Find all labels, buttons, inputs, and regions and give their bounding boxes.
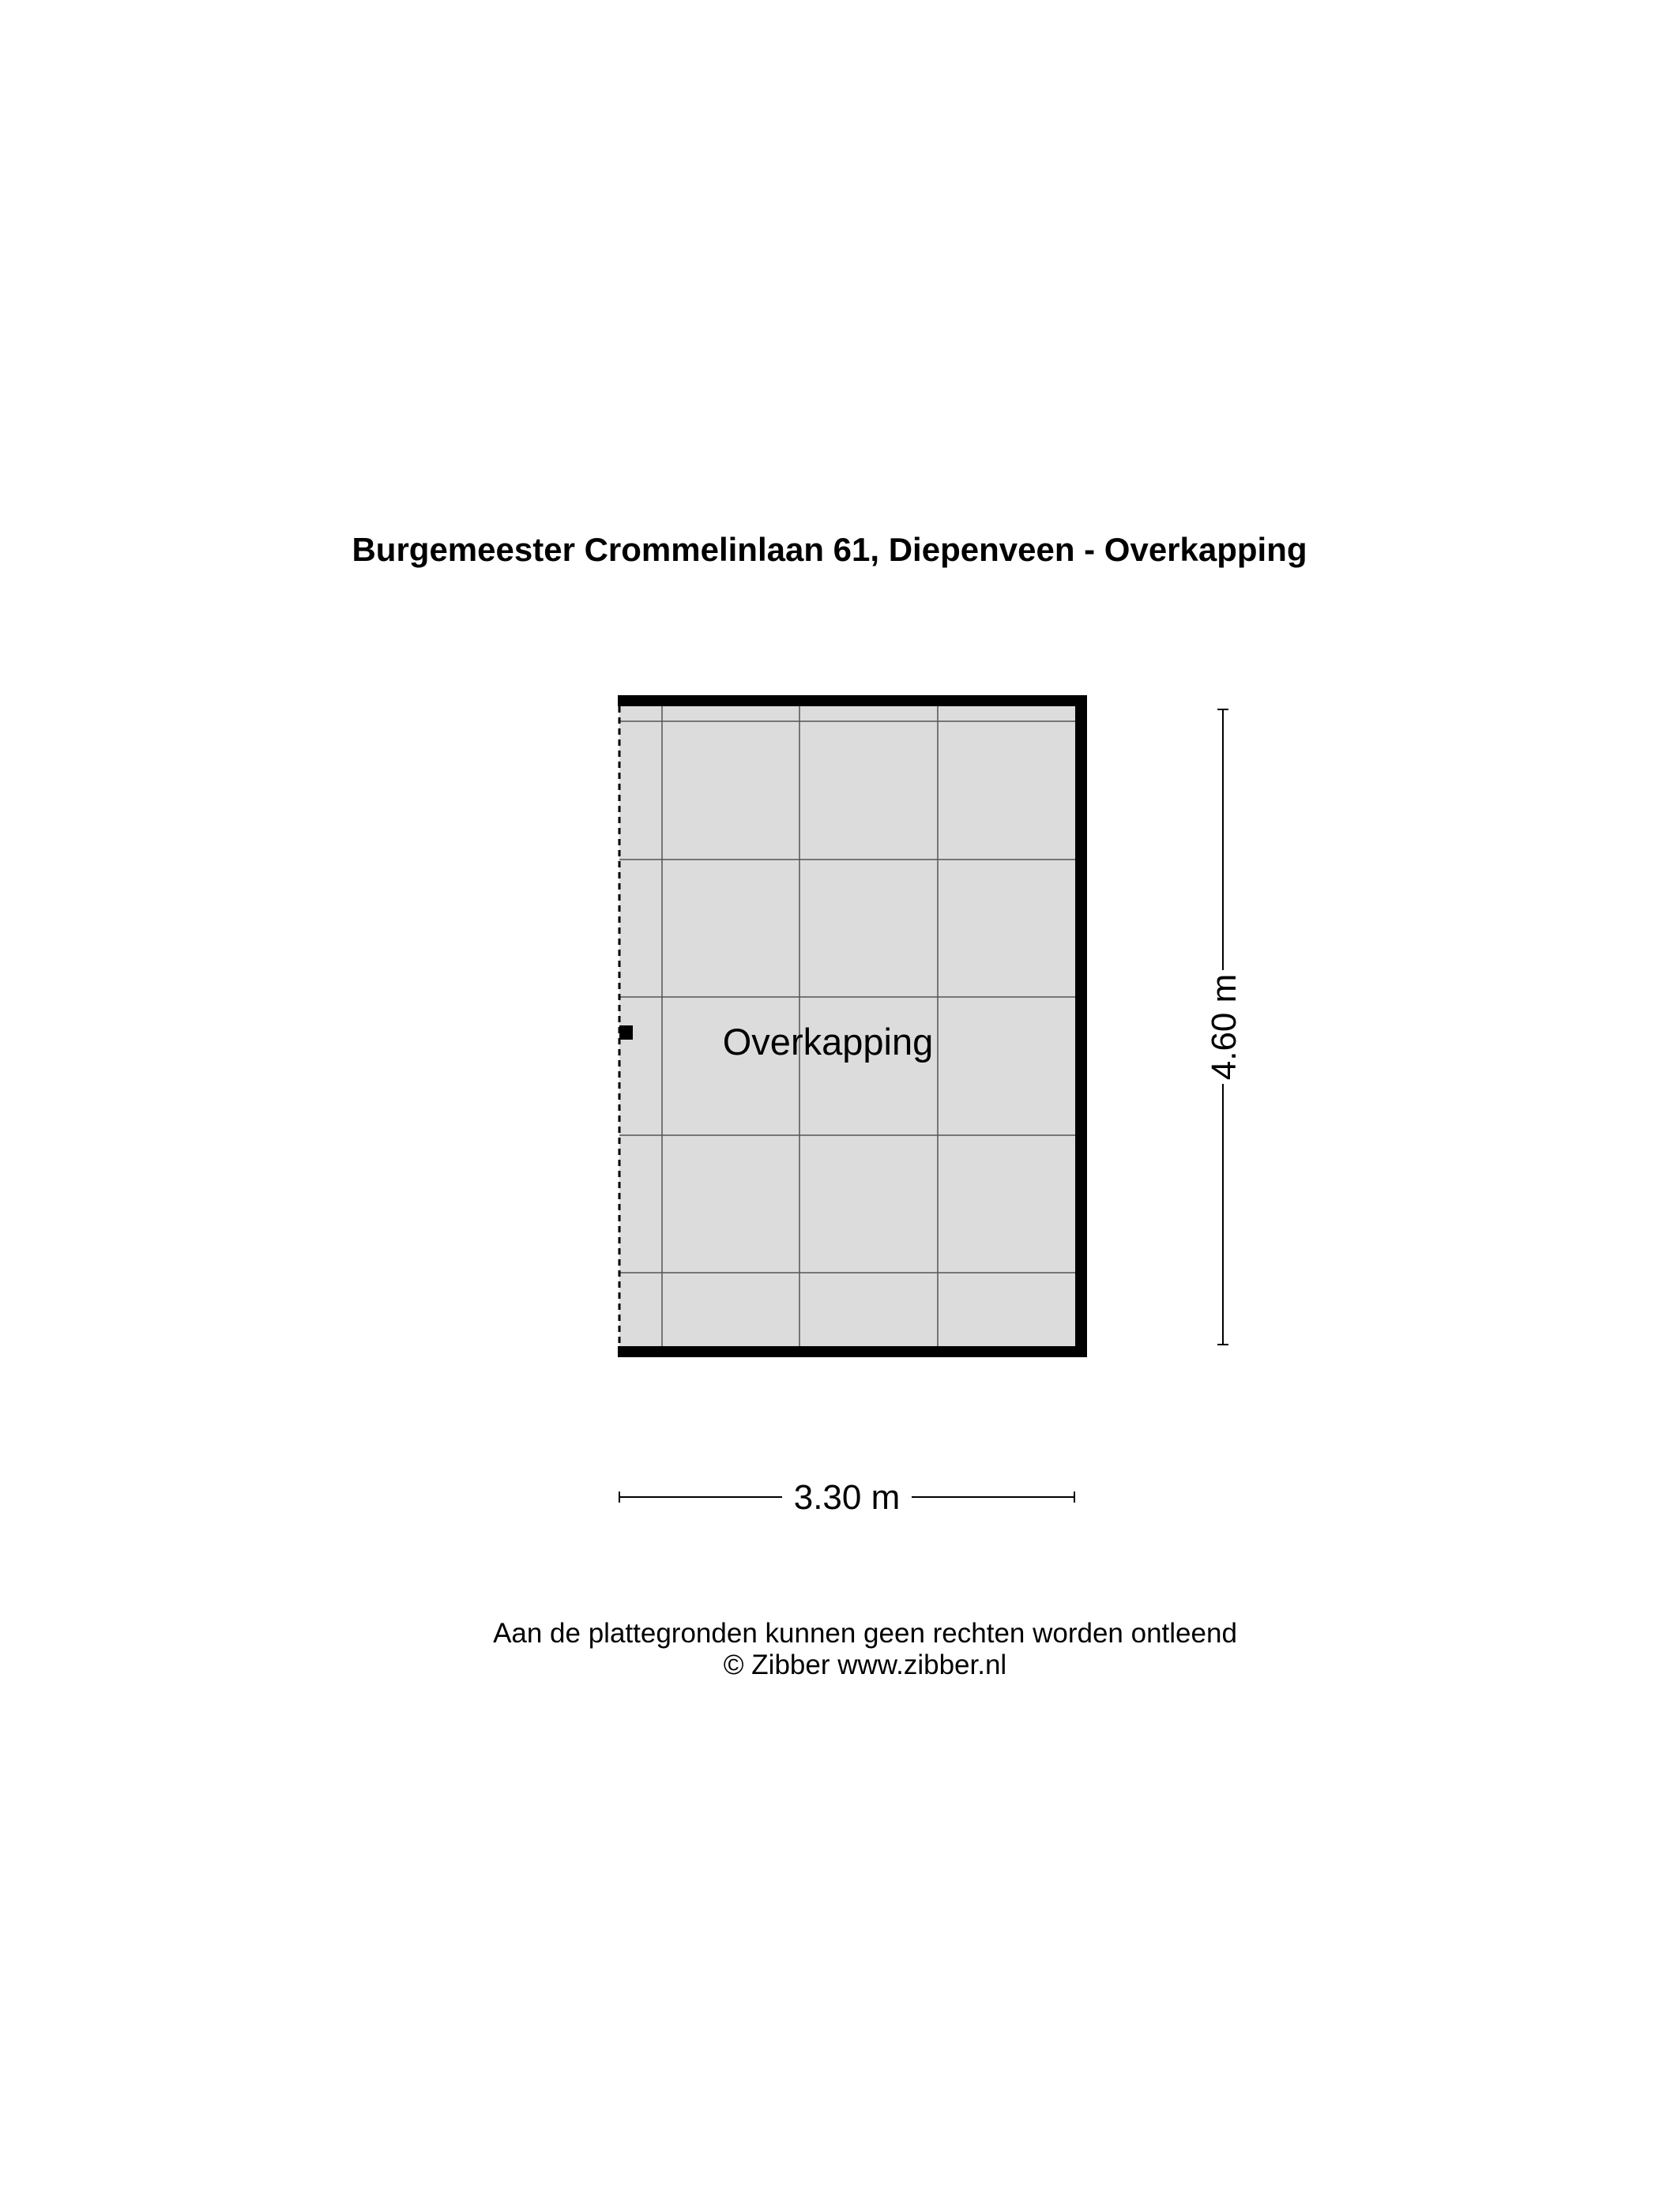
width-dimension-label: 3.30 m [793,1478,901,1517]
disclaimer [0,1618,1659,1681]
wall-top [618,695,1087,706]
wall-right [1075,695,1087,1357]
page-title: Burgemeester Crommelinlaan 61, Diepenveen - Overkapping [352,531,1307,568]
room-label: Overkapping [722,1021,934,1063]
support-post [619,1025,633,1040]
wall-bottom [618,1346,1087,1357]
copyright-text: © Zibber www.zibber.nl [723,1650,1007,1680]
height-dimension-label: 4.60 m [1205,973,1243,1081]
disclaimer-text: Aan de plattegronden kunnen geen rechten worden ontleend [493,1618,1237,1649]
